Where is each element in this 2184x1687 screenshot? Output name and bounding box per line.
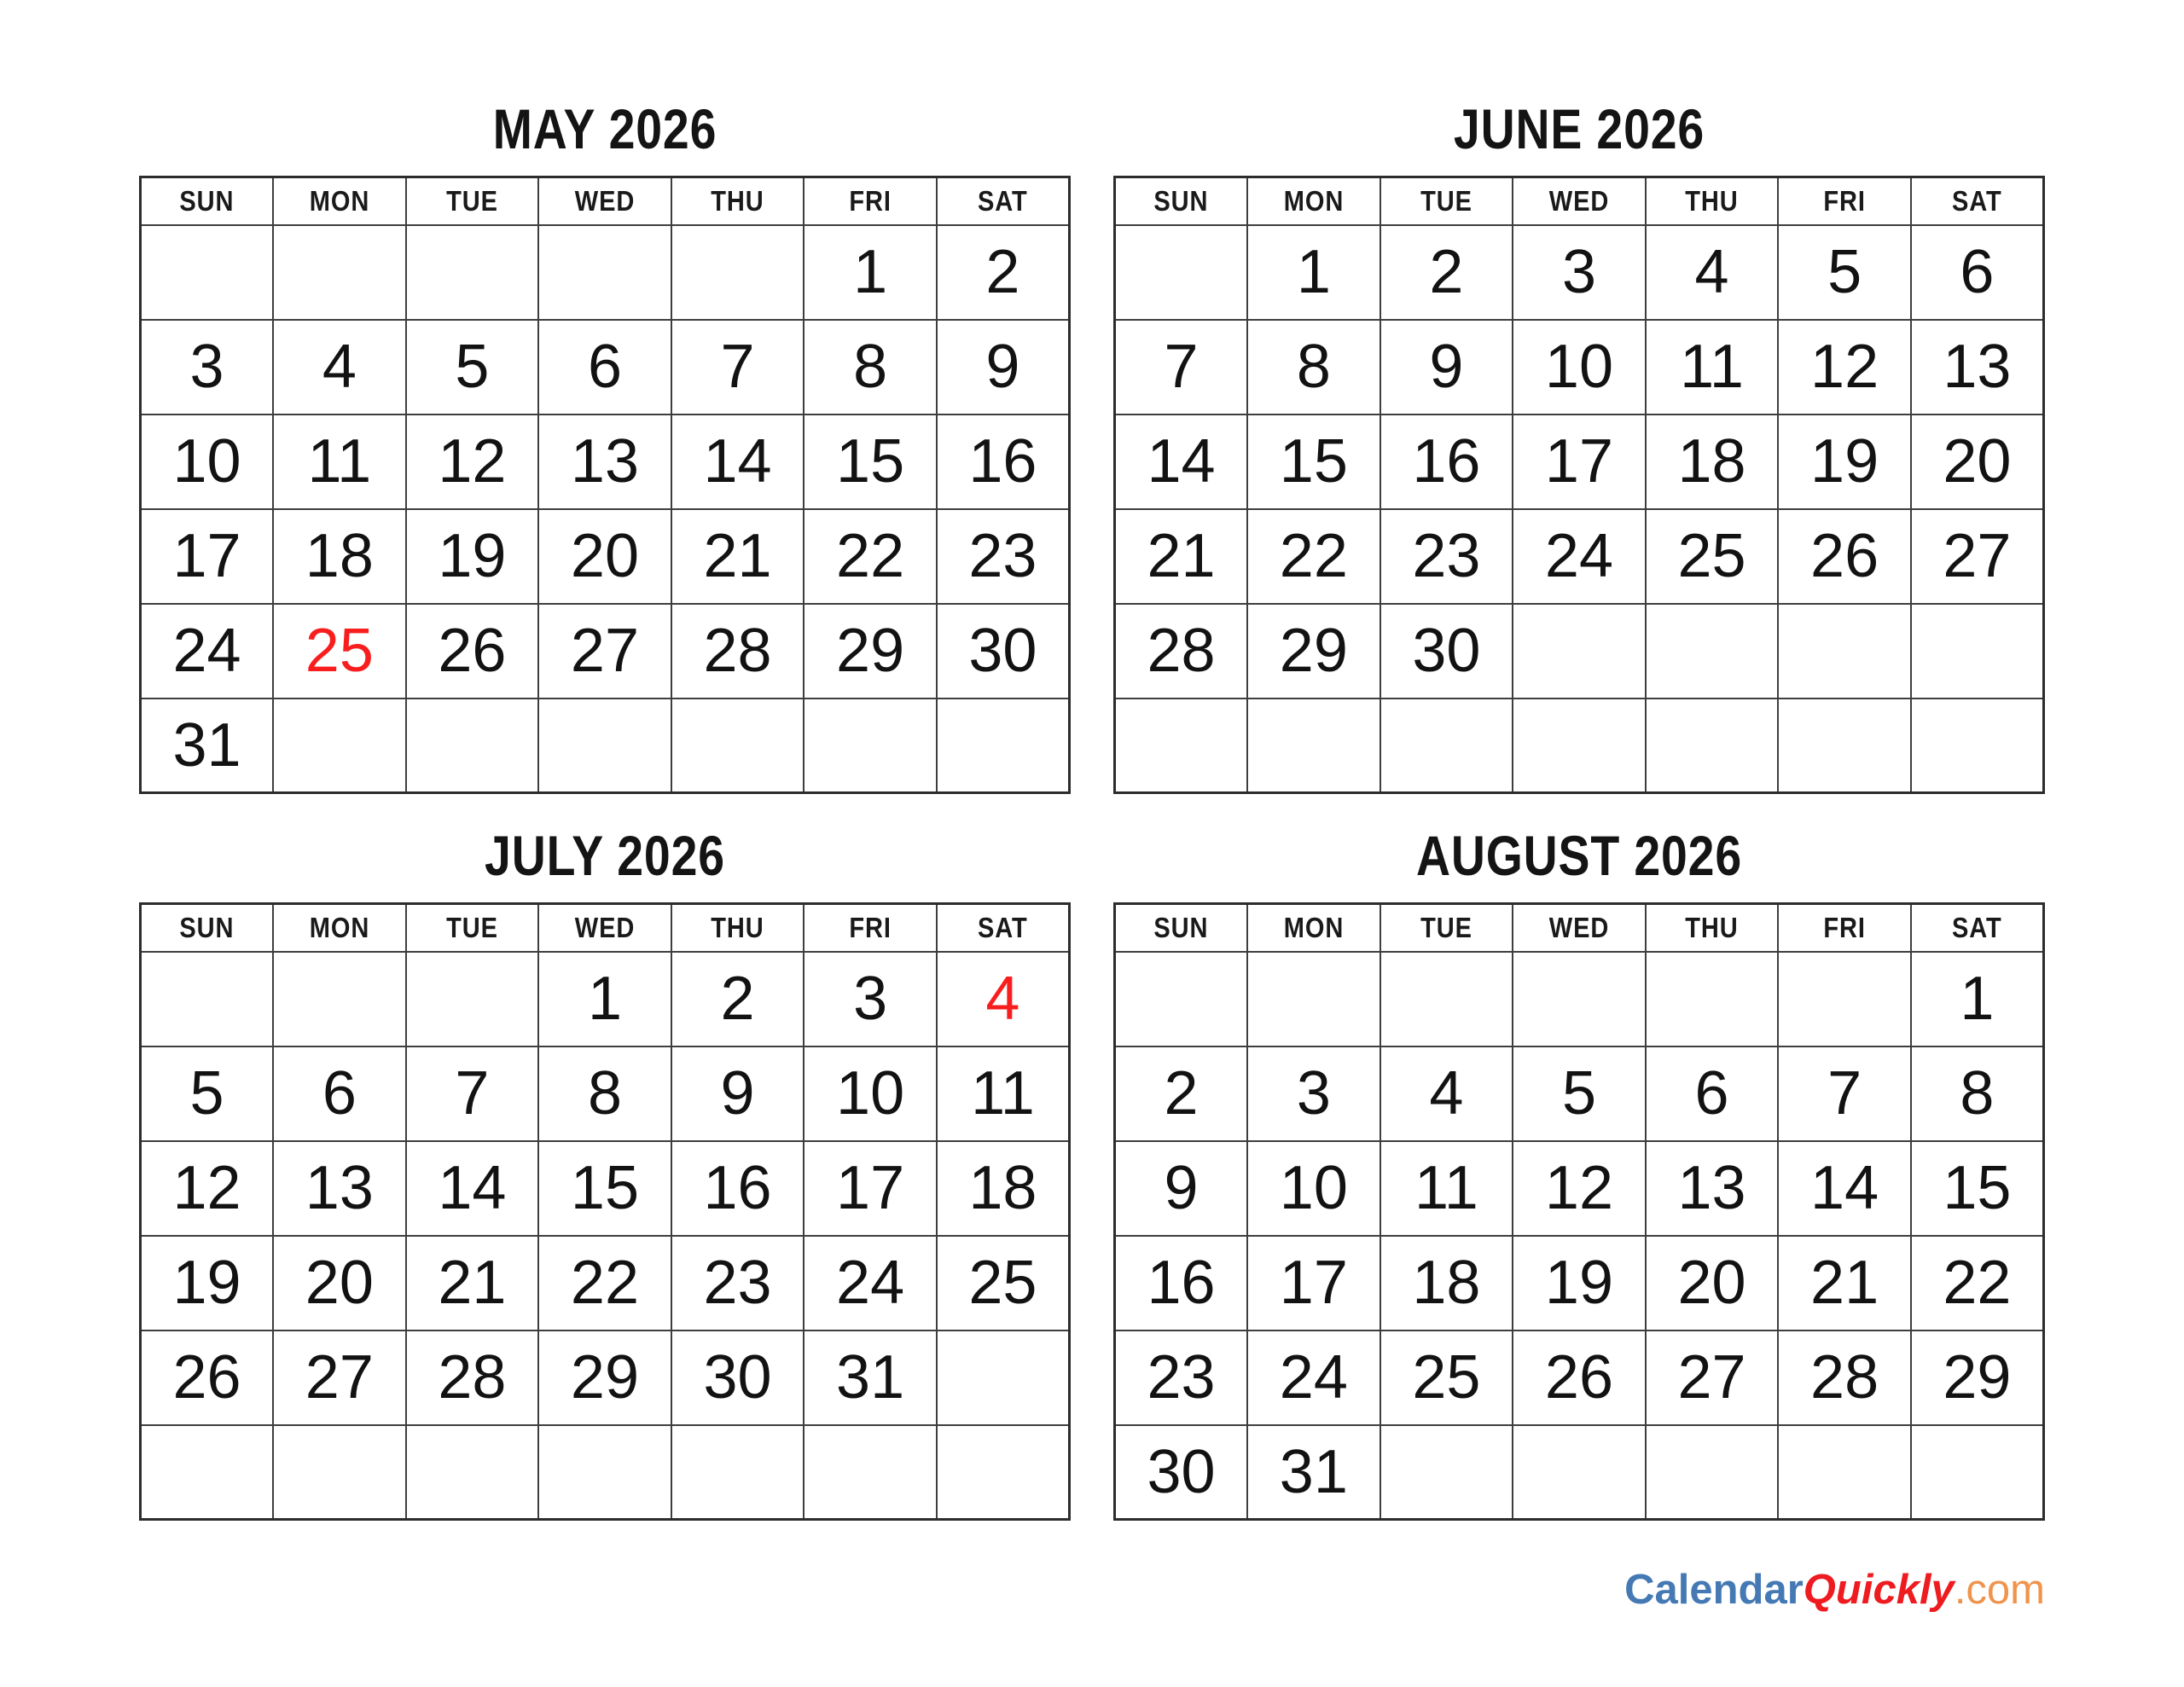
day-header bbox=[937, 177, 1070, 225]
date-cell: 4 bbox=[1380, 1046, 1513, 1141]
day-header bbox=[1911, 177, 2044, 225]
empty-cell bbox=[1513, 952, 1646, 1046]
date-cell: 7 bbox=[1115, 320, 1248, 415]
week-row bbox=[141, 952, 1070, 1046]
date-cell: 11 bbox=[1646, 320, 1779, 415]
month-grid bbox=[1113, 902, 2045, 1521]
date-cell: 28 bbox=[671, 604, 804, 699]
day-header bbox=[1115, 904, 1248, 952]
month-august-2026 bbox=[1113, 826, 2045, 1521]
date-cell: 30 bbox=[671, 1330, 804, 1425]
date-cell: 19 bbox=[1778, 415, 1911, 509]
date-cell: 10 bbox=[804, 1046, 937, 1141]
day-header-label: WED bbox=[1548, 911, 1610, 943]
day-header bbox=[1380, 177, 1513, 225]
empty-cell bbox=[273, 225, 406, 320]
date-cell: 9 bbox=[1115, 1141, 1248, 1236]
day-header-label: THU bbox=[1685, 911, 1739, 943]
date-cell: 14 bbox=[671, 415, 804, 509]
month-title: JUNE 2026 bbox=[1453, 97, 1705, 160]
empty-cell bbox=[1380, 699, 1513, 793]
date-cell: 21 bbox=[671, 509, 804, 604]
day-header-label: FRI bbox=[849, 184, 892, 217]
day-header-label: THU bbox=[1685, 184, 1739, 217]
date-cell: 27 bbox=[1911, 509, 2044, 604]
date-cell: 5 bbox=[1778, 225, 1911, 320]
empty-cell bbox=[937, 1425, 1070, 1520]
date-cell: 9 bbox=[937, 320, 1070, 415]
week-row bbox=[141, 1046, 1070, 1141]
empty-cell bbox=[937, 699, 1070, 793]
empty-cell bbox=[141, 1425, 274, 1520]
empty-cell bbox=[273, 1425, 406, 1520]
brand-logo-com: .com bbox=[1954, 1567, 2045, 1613]
date-cell: 31 bbox=[141, 699, 274, 793]
date-cell: 15 bbox=[1247, 415, 1380, 509]
week-row bbox=[141, 699, 1070, 793]
date-cell: 3 bbox=[141, 320, 274, 415]
day-header-label: WED bbox=[574, 184, 636, 217]
week-row bbox=[1115, 1141, 2044, 1236]
day-header-label: MON bbox=[1283, 911, 1345, 943]
date-cell: 24 bbox=[1247, 1330, 1380, 1425]
day-header bbox=[1778, 904, 1911, 952]
date-cell: 23 bbox=[1115, 1330, 1248, 1425]
day-header-label: TUE bbox=[446, 911, 498, 943]
empty-cell bbox=[273, 699, 406, 793]
day-header bbox=[406, 904, 539, 952]
date-cell: 29 bbox=[804, 604, 937, 699]
date-cell: 30 bbox=[1115, 1425, 1248, 1520]
date-cell: 12 bbox=[406, 415, 539, 509]
date-cell: 13 bbox=[538, 415, 671, 509]
empty-cell bbox=[1646, 1425, 1779, 1520]
day-header-label: FRI bbox=[849, 911, 892, 943]
date-cell: 30 bbox=[937, 604, 1070, 699]
day-header bbox=[141, 177, 274, 225]
date-cell: 18 bbox=[937, 1141, 1070, 1236]
date-cell: 10 bbox=[141, 415, 274, 509]
day-header bbox=[937, 904, 1070, 952]
date-cell: 17 bbox=[1513, 415, 1646, 509]
empty-cell bbox=[406, 699, 539, 793]
empty-cell bbox=[406, 952, 539, 1046]
empty-cell bbox=[1911, 604, 2044, 699]
date-cell: 21 bbox=[1115, 509, 1248, 604]
month-july-2026 bbox=[139, 826, 1071, 1521]
week-row bbox=[141, 604, 1070, 699]
date-cell: 9 bbox=[671, 1046, 804, 1141]
date-cell: 15 bbox=[1911, 1141, 2044, 1236]
empty-cell bbox=[141, 952, 274, 1046]
week-row bbox=[1115, 225, 2044, 320]
day-header-label: TUE bbox=[1420, 911, 1472, 943]
empty-cell bbox=[1646, 952, 1779, 1046]
week-row bbox=[1115, 604, 2044, 699]
date-cell: 16 bbox=[1380, 415, 1513, 509]
week-row bbox=[141, 1425, 1070, 1520]
date-cell: 10 bbox=[1513, 320, 1646, 415]
date-cell: 2 bbox=[1380, 225, 1513, 320]
empty-cell bbox=[1911, 1425, 2044, 1520]
week-row bbox=[141, 225, 1070, 320]
date-cell: 11 bbox=[1380, 1141, 1513, 1236]
day-header-label: SUN bbox=[1153, 184, 1209, 217]
date-cell: 31 bbox=[804, 1330, 937, 1425]
date-cell: 21 bbox=[406, 1236, 539, 1330]
day-header bbox=[1380, 904, 1513, 952]
empty-cell bbox=[538, 225, 671, 320]
day-header bbox=[1513, 904, 1646, 952]
date-cell: 22 bbox=[804, 509, 937, 604]
day-header-label: WED bbox=[574, 911, 636, 943]
empty-cell bbox=[1513, 604, 1646, 699]
day-header-label: THU bbox=[711, 911, 764, 943]
day-header bbox=[538, 177, 671, 225]
date-cell: 16 bbox=[1115, 1236, 1248, 1330]
date-cell: 24 bbox=[804, 1236, 937, 1330]
brand-logo-quickly: Quickly bbox=[1803, 1567, 1955, 1613]
day-header bbox=[141, 904, 274, 952]
date-cell: 17 bbox=[804, 1141, 937, 1236]
day-header-label: FRI bbox=[1823, 184, 1866, 217]
day-header-label: SUN bbox=[1153, 911, 1209, 943]
empty-cell bbox=[671, 225, 804, 320]
day-header bbox=[1646, 904, 1779, 952]
empty-cell bbox=[1646, 699, 1779, 793]
day-header-label: SAT bbox=[978, 184, 1028, 217]
date-cell: 16 bbox=[671, 1141, 804, 1236]
date-cell: 25 bbox=[937, 1236, 1070, 1330]
date-cell: 12 bbox=[1513, 1141, 1646, 1236]
date-cell: 7 bbox=[406, 1046, 539, 1141]
date-cell: 8 bbox=[538, 1046, 671, 1141]
week-row bbox=[1115, 699, 2044, 793]
date-cell: 8 bbox=[804, 320, 937, 415]
week-row bbox=[141, 320, 1070, 415]
date-cell: 5 bbox=[406, 320, 539, 415]
brand-logo-calendar: Calendar bbox=[1624, 1567, 1804, 1613]
day-header-label: MON bbox=[309, 184, 370, 217]
day-header bbox=[1646, 177, 1779, 225]
week-row bbox=[1115, 952, 2044, 1046]
day-header bbox=[1247, 904, 1380, 952]
week-row bbox=[141, 1330, 1070, 1425]
date-cell: 4 bbox=[1646, 225, 1779, 320]
empty-cell bbox=[804, 699, 937, 793]
date-cell: 2 bbox=[671, 952, 804, 1046]
date-cell: 29 bbox=[538, 1330, 671, 1425]
weekday-header-row bbox=[141, 177, 1070, 225]
day-header bbox=[1911, 904, 2044, 952]
date-cell: 26 bbox=[141, 1330, 274, 1425]
date-cell: 3 bbox=[1513, 225, 1646, 320]
date-cell: 24 bbox=[141, 604, 274, 699]
date-cell: 7 bbox=[671, 320, 804, 415]
day-header-label: TUE bbox=[446, 184, 498, 217]
week-row bbox=[1115, 320, 2044, 415]
empty-cell bbox=[671, 699, 804, 793]
date-cell: 1 bbox=[538, 952, 671, 1046]
brand-logo[interactable] bbox=[1624, 1566, 2045, 1614]
empty-cell bbox=[937, 1330, 1070, 1425]
date-cell: 25 bbox=[1646, 509, 1779, 604]
empty-cell bbox=[1778, 952, 1911, 1046]
week-row bbox=[1115, 1046, 2044, 1141]
date-cell: 3 bbox=[1247, 1046, 1380, 1141]
day-header-label: FRI bbox=[1823, 911, 1866, 943]
day-header bbox=[1115, 177, 1248, 225]
date-cell: 14 bbox=[406, 1141, 539, 1236]
date-cell: 8 bbox=[1911, 1046, 2044, 1141]
empty-cell bbox=[406, 225, 539, 320]
empty-cell bbox=[1380, 1425, 1513, 1520]
date-cell: 11 bbox=[273, 415, 406, 509]
empty-cell bbox=[1247, 952, 1380, 1046]
empty-cell bbox=[671, 1425, 804, 1520]
empty-cell bbox=[1513, 699, 1646, 793]
week-row bbox=[141, 1236, 1070, 1330]
date-cell: 25 bbox=[1380, 1330, 1513, 1425]
date-cell: 6 bbox=[273, 1046, 406, 1141]
week-row bbox=[1115, 509, 2044, 604]
day-header-label: SAT bbox=[978, 911, 1028, 943]
empty-cell bbox=[1115, 225, 1248, 320]
date-cell: 17 bbox=[1247, 1236, 1380, 1330]
date-cell: 27 bbox=[273, 1330, 406, 1425]
date-cell: 20 bbox=[273, 1236, 406, 1330]
empty-cell bbox=[1778, 604, 1911, 699]
day-header bbox=[1778, 177, 1911, 225]
day-header bbox=[273, 904, 406, 952]
date-cell: 27 bbox=[1646, 1330, 1779, 1425]
date-cell: 15 bbox=[538, 1141, 671, 1236]
date-cell: 17 bbox=[141, 509, 274, 604]
date-cell: 13 bbox=[1911, 320, 2044, 415]
date-cell: 4 bbox=[937, 952, 1070, 1046]
date-cell: 5 bbox=[141, 1046, 274, 1141]
date-cell: 29 bbox=[1911, 1330, 2044, 1425]
month-june-2026 bbox=[1113, 99, 2045, 794]
empty-cell bbox=[1911, 699, 2044, 793]
date-cell: 20 bbox=[1646, 1236, 1779, 1330]
week-row bbox=[141, 415, 1070, 509]
day-header-label: SAT bbox=[1952, 911, 2002, 943]
date-cell: 7 bbox=[1778, 1046, 1911, 1141]
date-cell: 6 bbox=[1911, 225, 2044, 320]
date-cell: 11 bbox=[937, 1046, 1070, 1141]
weekday-header-row bbox=[141, 904, 1070, 952]
month-may-2026 bbox=[139, 99, 1071, 794]
date-cell: 14 bbox=[1778, 1141, 1911, 1236]
date-cell: 19 bbox=[1513, 1236, 1646, 1330]
date-cell: 27 bbox=[538, 604, 671, 699]
date-cell: 20 bbox=[538, 509, 671, 604]
day-header-label: MON bbox=[309, 911, 370, 943]
day-header bbox=[406, 177, 539, 225]
empty-cell bbox=[1115, 699, 1248, 793]
day-header bbox=[804, 904, 937, 952]
date-cell: 30 bbox=[1380, 604, 1513, 699]
date-cell: 22 bbox=[1911, 1236, 2044, 1330]
empty-cell bbox=[804, 1425, 937, 1520]
day-header bbox=[1513, 177, 1646, 225]
week-row bbox=[1115, 415, 2044, 509]
day-header-label: TUE bbox=[1420, 184, 1472, 217]
date-cell: 23 bbox=[671, 1236, 804, 1330]
date-cell: 5 bbox=[1513, 1046, 1646, 1141]
month-grid bbox=[139, 176, 1071, 794]
date-cell: 1 bbox=[1247, 225, 1380, 320]
week-row bbox=[1115, 1236, 2044, 1330]
date-cell: 15 bbox=[804, 415, 937, 509]
date-cell: 24 bbox=[1513, 509, 1646, 604]
day-header bbox=[671, 904, 804, 952]
week-row bbox=[141, 1141, 1070, 1236]
date-cell: 9 bbox=[1380, 320, 1513, 415]
weekday-header-row bbox=[1115, 904, 2044, 952]
empty-cell bbox=[1778, 1425, 1911, 1520]
date-cell: 2 bbox=[937, 225, 1070, 320]
date-cell: 22 bbox=[538, 1236, 671, 1330]
day-header bbox=[538, 904, 671, 952]
date-cell: 13 bbox=[273, 1141, 406, 1236]
date-cell: 13 bbox=[1646, 1141, 1779, 1236]
date-cell: 26 bbox=[406, 604, 539, 699]
day-header bbox=[804, 177, 937, 225]
date-cell: 6 bbox=[538, 320, 671, 415]
week-row bbox=[1115, 1425, 2044, 1520]
day-header bbox=[273, 177, 406, 225]
date-cell: 19 bbox=[141, 1236, 274, 1330]
date-cell: 4 bbox=[273, 320, 406, 415]
month-title: JULY 2026 bbox=[485, 824, 725, 887]
date-cell: 25 bbox=[273, 604, 406, 699]
date-cell: 20 bbox=[1911, 415, 2044, 509]
day-header-label: MON bbox=[1283, 184, 1345, 217]
empty-cell bbox=[273, 952, 406, 1046]
day-header bbox=[671, 177, 804, 225]
date-cell: 26 bbox=[1778, 509, 1911, 604]
empty-cell bbox=[141, 225, 274, 320]
month-grid bbox=[139, 902, 1071, 1521]
month-title: MAY 2026 bbox=[492, 97, 717, 160]
date-cell: 28 bbox=[1115, 604, 1248, 699]
day-header bbox=[1247, 177, 1380, 225]
empty-cell bbox=[1115, 952, 1248, 1046]
date-cell: 3 bbox=[804, 952, 937, 1046]
date-cell: 14 bbox=[1115, 415, 1248, 509]
date-cell: 8 bbox=[1247, 320, 1380, 415]
month-grid bbox=[1113, 176, 2045, 794]
day-header-label: THU bbox=[711, 184, 764, 217]
date-cell: 28 bbox=[1778, 1330, 1911, 1425]
date-cell: 31 bbox=[1247, 1425, 1380, 1520]
date-cell: 23 bbox=[937, 509, 1070, 604]
date-cell: 1 bbox=[804, 225, 937, 320]
date-cell: 12 bbox=[141, 1141, 274, 1236]
date-cell: 19 bbox=[406, 509, 539, 604]
date-cell: 23 bbox=[1380, 509, 1513, 604]
date-cell: 6 bbox=[1646, 1046, 1779, 1141]
date-cell: 10 bbox=[1247, 1141, 1380, 1236]
date-cell: 29 bbox=[1247, 604, 1380, 699]
empty-cell bbox=[1646, 604, 1779, 699]
day-header-label: SAT bbox=[1952, 184, 2002, 217]
date-cell: 18 bbox=[1646, 415, 1779, 509]
month-title: AUGUST 2026 bbox=[1415, 824, 1743, 887]
empty-cell bbox=[406, 1425, 539, 1520]
date-cell: 16 bbox=[937, 415, 1070, 509]
date-cell: 18 bbox=[273, 509, 406, 604]
empty-cell bbox=[1247, 699, 1380, 793]
week-row bbox=[1115, 1330, 2044, 1425]
empty-cell bbox=[538, 1425, 671, 1520]
date-cell: 18 bbox=[1380, 1236, 1513, 1330]
date-cell: 22 bbox=[1247, 509, 1380, 604]
date-cell: 21 bbox=[1778, 1236, 1911, 1330]
empty-cell bbox=[1778, 699, 1911, 793]
day-header-label: SUN bbox=[179, 911, 235, 943]
empty-cell bbox=[1380, 952, 1513, 1046]
empty-cell bbox=[1513, 1425, 1646, 1520]
day-header-label: SUN bbox=[179, 184, 235, 217]
weekday-header-row bbox=[1115, 177, 2044, 225]
date-cell: 26 bbox=[1513, 1330, 1646, 1425]
day-header-label: WED bbox=[1548, 184, 1610, 217]
date-cell: 2 bbox=[1115, 1046, 1248, 1141]
date-cell: 1 bbox=[1911, 952, 2044, 1046]
empty-cell bbox=[538, 699, 671, 793]
week-row bbox=[141, 509, 1070, 604]
date-cell: 12 bbox=[1778, 320, 1911, 415]
date-cell: 28 bbox=[406, 1330, 539, 1425]
